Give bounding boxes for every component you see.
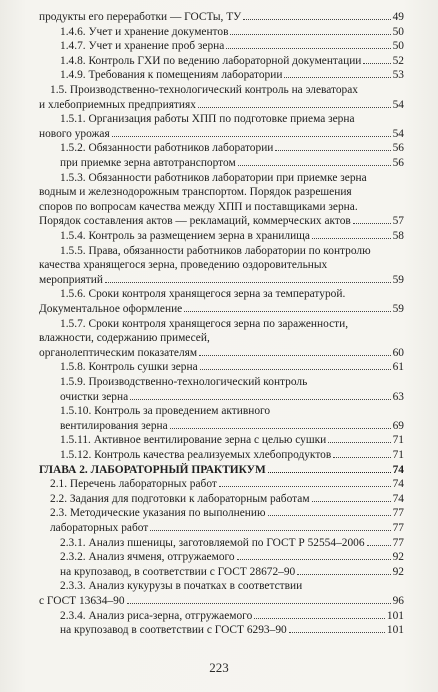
toc-entry xyxy=(60,550,404,565)
toc-leader xyxy=(268,472,391,473)
toc-leader xyxy=(312,238,391,239)
toc-entry xyxy=(60,433,404,448)
toc-leader xyxy=(130,399,390,400)
toc-entry xyxy=(39,98,404,113)
toc-page-number: 77 xyxy=(392,536,404,549)
toc-entry xyxy=(60,54,404,69)
toc-page-number: 50 xyxy=(392,40,404,53)
toc-entry-text: 2.1. Перечень лабораторных работ xyxy=(50,478,217,491)
toc-entry-line: 1.5.9. Производственно-технологический контроль xyxy=(60,376,308,388)
toc-entry xyxy=(60,609,404,624)
toc-page-number: 59 xyxy=(392,303,404,315)
toc-leader xyxy=(363,63,390,64)
toc-entry xyxy=(50,477,404,492)
toc-page-number: 57 xyxy=(392,215,404,228)
toc-entry-text: 1.5.12. Контроль качества реализуемых хлебопродуктов xyxy=(60,449,332,461)
toc-leader xyxy=(289,632,385,633)
toc-leader xyxy=(105,282,391,283)
toc-entry-line: водным и железнодорожным транспортом. Порядок разрешения xyxy=(39,186,352,199)
toc-entry-line: качества хранящегося зерна, проведению оздоровительных xyxy=(39,259,328,272)
toc-leader xyxy=(112,136,391,137)
toc-entry-line: 1.5.1. Организация работы ХПП по подготовке приема зерна xyxy=(60,113,355,126)
toc-entry-text: нового урожая xyxy=(39,127,110,140)
toc-entry xyxy=(60,141,404,156)
toc-entry xyxy=(39,214,404,229)
toc-entry-text: при приемке зерна автотранспортом xyxy=(60,157,236,169)
toc-leader xyxy=(150,530,390,531)
toc-entry-text: с ГОСТ 13634–90 xyxy=(39,595,125,607)
toc-page-number: 49 xyxy=(392,11,404,23)
toc-leader xyxy=(127,603,391,604)
toc-entry-text: 2.3.1. Анализ пшеницы, заготовляемой по ГОСТ Р 52554–2006 xyxy=(60,536,365,549)
toc-entry-text: на крупозавод, в соответствии с ГОСТ 28672–90 xyxy=(60,565,296,578)
toc-entry xyxy=(60,229,404,244)
toc-leader xyxy=(312,501,391,502)
toc-entry xyxy=(50,521,404,536)
toc-page-number: 101 xyxy=(386,609,404,622)
toc-entry xyxy=(60,25,404,40)
toc-entry-line: 1.5.7. Сроки контроля хранящегося зерна по зараженности, xyxy=(60,317,349,330)
toc-entry xyxy=(50,492,404,507)
toc-entry xyxy=(39,127,404,142)
toc-leader xyxy=(199,355,390,356)
toc-leader xyxy=(237,559,391,560)
toc-entry-line: споров по вопросам качества между ХПП и поставщиками зерна. xyxy=(39,200,358,213)
toc-entry-text: органолептическим показателям xyxy=(39,346,198,359)
toc-leader xyxy=(198,107,391,108)
toc-entry xyxy=(39,302,404,317)
toc-leader xyxy=(170,428,391,429)
toc-leader xyxy=(200,369,391,370)
toc-page-number: 69 xyxy=(392,419,404,432)
toc-entry xyxy=(50,506,404,521)
toc-page-number: 71 xyxy=(392,449,404,461)
toc-leader xyxy=(268,515,391,516)
toc-leader xyxy=(238,165,391,166)
toc-page-number: 77 xyxy=(392,522,404,534)
page-number-footer: 223 xyxy=(209,660,229,675)
toc-leader xyxy=(328,442,390,443)
toc-entry-text: 1.5.11. Активное вентилирование зерна с целью сушки xyxy=(60,434,327,447)
toc-leader xyxy=(184,311,390,312)
toc-entry-text: 1.4.6. Учет и хранение документов xyxy=(60,25,229,38)
toc-entry-text: 1.5.8. Контроль сушки зерна xyxy=(60,361,198,374)
toc-page-number: 54 xyxy=(392,127,404,140)
toc-leader xyxy=(219,486,391,487)
toc-page-number: 58 xyxy=(392,230,404,242)
toc-leader xyxy=(226,48,390,49)
toc-page-number: 53 xyxy=(392,69,404,82)
toc-page-number: 61 xyxy=(392,361,404,374)
toc-entry-text: продукты его переработки — ГОСТы, ТУ xyxy=(39,11,242,23)
toc-entry-text: на крупозавод в соответствии с ГОСТ 6293–90 xyxy=(60,624,287,637)
toc-entry-text: 2.3.4. Анализ риса-зерна, отгружаемого xyxy=(60,609,253,622)
toc-entry xyxy=(39,10,404,25)
toc-entry xyxy=(60,39,404,54)
toc-entry xyxy=(60,448,404,463)
toc-leader xyxy=(243,19,390,20)
toc-page-number: 63 xyxy=(392,390,404,403)
toc-entry xyxy=(60,156,404,171)
toc-page-number: 92 xyxy=(392,565,404,578)
toc-leader xyxy=(333,457,390,458)
toc-entry-text: вентилирования зерна xyxy=(60,419,168,432)
toc-entry-text: мероприятий xyxy=(39,273,103,286)
toc-leader xyxy=(353,223,391,224)
toc-entry xyxy=(60,360,404,375)
toc-entry-line: 1.5.10. Контроль за проведением активного xyxy=(60,405,271,418)
toc-page-number: 71 xyxy=(392,434,404,447)
toc-page-number: 54 xyxy=(392,98,404,111)
toc-entry xyxy=(60,390,404,405)
toc-entry-text: 2.3.2. Анализ ячменя, отгружаемого xyxy=(60,551,235,564)
toc-chapter-entry xyxy=(39,463,404,478)
toc-entry xyxy=(60,536,404,551)
toc-entry-text: 1.4.7. Учет и хранение проб зерна xyxy=(60,40,225,53)
toc-entry xyxy=(39,346,404,361)
toc-page-number: 77 xyxy=(392,507,404,520)
toc-entry-text: 1.4.8. Контроль ГХИ по ведению лабораторной документации xyxy=(60,54,362,67)
toc-leader xyxy=(297,574,390,575)
toc-entry-line: 1.5. Производственно-технологический контроль на элеваторах xyxy=(50,84,358,96)
toc-entry-text: 2.3. Методические указания по выполнению xyxy=(50,507,266,520)
toc-entry-text: 2.2. Задания для подготовки к лабораторным работам xyxy=(50,492,310,505)
toc-page-number: 52 xyxy=(392,54,404,67)
toc-page-number: 101 xyxy=(386,624,404,637)
toc-entry-line: 1.5.3. Обязанности работников лаборатории при приемке зерна xyxy=(60,171,367,184)
toc-page-number: 56 xyxy=(392,157,404,169)
toc-chapter-title: ГЛАВА 2. ЛАБОРАТОРНЫЙ ПРАКТИКУМ xyxy=(39,463,266,476)
toc-page-number: 96 xyxy=(392,595,404,607)
toc-entry xyxy=(39,594,404,609)
toc-entry-text: лабораторных работ xyxy=(50,522,149,534)
toc-entry-line: влажности, содержанию примесей, xyxy=(39,332,210,345)
toc-entry xyxy=(60,419,404,434)
toc-leader xyxy=(367,545,391,546)
toc-leader xyxy=(284,77,390,78)
toc-entry-text: Порядок составления актов — рекламаций, коммерческих актов xyxy=(39,215,351,228)
toc-entry-text: 1.5.4. Контроль за размещением зерна в хранилища xyxy=(60,230,310,242)
toc-page-number: 50 xyxy=(392,25,404,38)
toc-leader xyxy=(230,34,390,35)
toc-page-number: 74 xyxy=(392,478,404,491)
toc-entry-text: 1.4.9. Требования к помещениям лаборатории xyxy=(60,69,283,82)
toc-entry-text: очистки зерна xyxy=(60,390,129,403)
toc-page-number: 74 xyxy=(392,463,404,476)
toc-leader xyxy=(275,150,390,151)
toc-page-number: 92 xyxy=(392,551,404,564)
toc-entry xyxy=(39,273,404,288)
toc-page-number: 56 xyxy=(392,142,404,155)
toc-page-number: 74 xyxy=(392,492,404,505)
toc-entry-line: 1.5.5. Права, обязанности работников лаборатории по контролю xyxy=(60,244,371,257)
toc-entry-line: 2.3.3. Анализ кукурузы в початках в соответствии xyxy=(60,580,303,593)
toc-entry-text: и хлебоприемных предприятиях xyxy=(39,98,196,111)
toc-page-number: 60 xyxy=(392,346,404,359)
toc-entry xyxy=(60,623,404,638)
toc-leader xyxy=(254,618,385,619)
toc-page-number: 59 xyxy=(392,273,404,286)
toc-entry xyxy=(60,68,404,83)
toc-entry-text: 1.5.2. Обязанности работников лаборатории xyxy=(60,142,274,155)
toc-entry-line: 1.5.6. Сроки контроля хранящегося зерна за температурой. xyxy=(60,288,346,301)
toc-entry-text: Документальное оформление xyxy=(39,303,183,315)
toc-entry xyxy=(60,565,404,580)
